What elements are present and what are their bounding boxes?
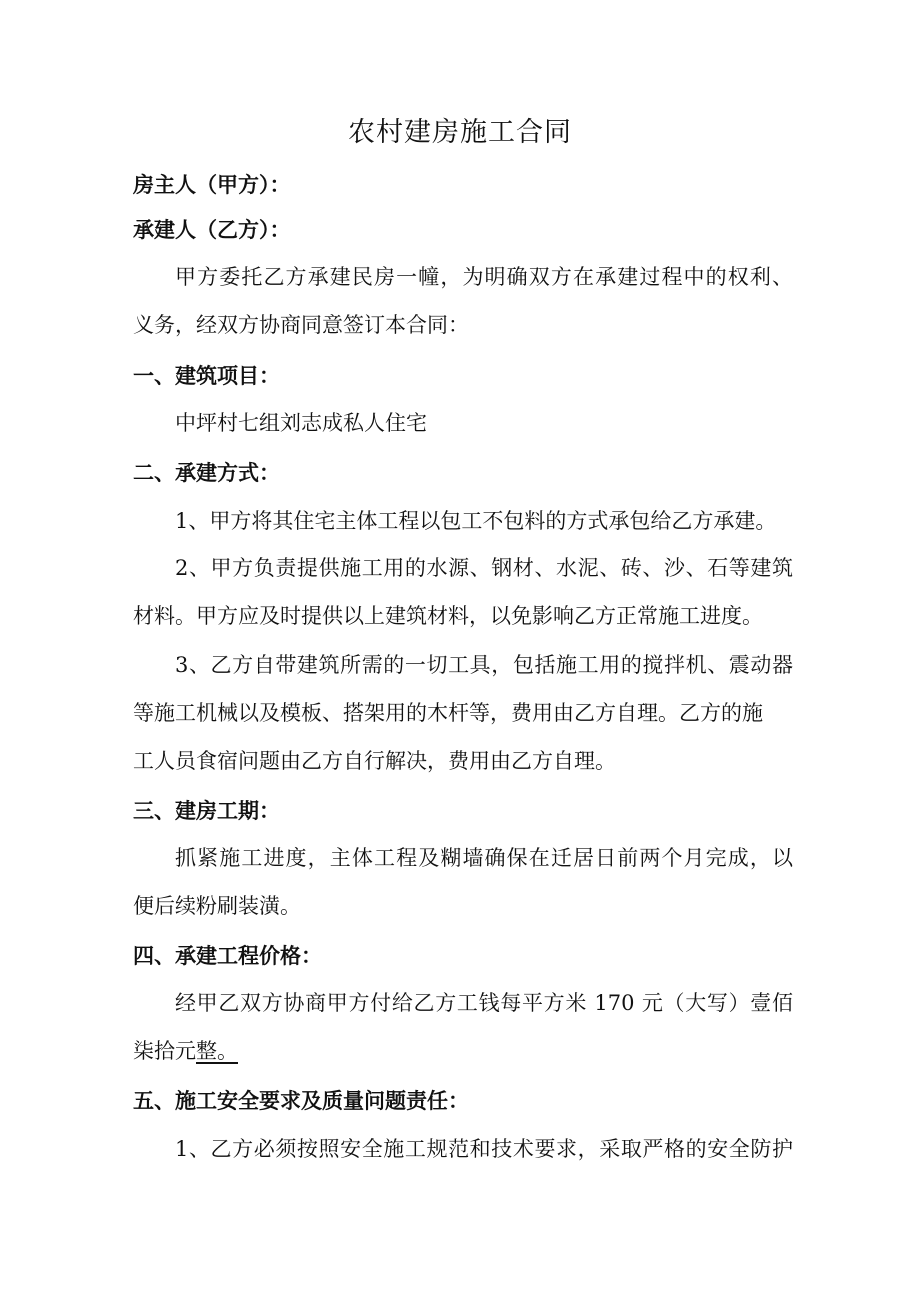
section-2-item-3-line-3: 工人员食宿问题由乙方自行解决，费用由乙方自理。 <box>133 749 616 773</box>
section-4-line-2 <box>133 1036 793 1066</box>
section-2-item-2-line-1: 2、甲方负责提供施工用的水源、钢材、水泥、砖、沙、石等建筑 <box>175 556 793 580</box>
section-4-amount-underlined: 整。 <box>196 1039 238 1063</box>
section-3-line-1: 抓紧施工进度，主体工程及糊墙确保在迁居日前两个月完成，以 <box>175 846 793 870</box>
section-5-heading: 五、施工安全要求及质量问题责任： <box>133 1089 469 1113</box>
section-2-item-3-line-2: 等施工机械以及模板、搭架用的木杆等，费用由乙方自理。乙方的施 <box>133 701 763 725</box>
section-1-body: 中坪村七组刘志成私人住宅 <box>175 411 427 435</box>
party-b-label: 承建人（乙方）： <box>133 218 291 242</box>
section-3-line-2: 便后续粉刷装潢。 <box>133 894 301 918</box>
section-3-heading: 三、建房工期： <box>133 799 280 823</box>
section-4-line-1: 经甲乙双方协商甲方付给乙方工钱每平方米 170 元（大写）壹佰 <box>175 991 793 1015</box>
section-2-item-1: 1、甲方将其住宅主体工程以包工不包料的方式承包给乙方承建。 <box>175 509 777 533</box>
section-5-item-1-line-1: 1、乙方必须按照安全施工规范和技术要求，采取严格的安全防护 <box>175 1137 793 1161</box>
section-2-item-2-line-2: 材料。甲方应及时提供以上建筑材料，以免影响乙方正常施工进度。 <box>133 604 763 628</box>
intro-line-1: 甲方委托乙方承建民房一幢，为明确双方在承建过程中的权利、 <box>175 265 793 289</box>
section-1-heading: 一、建筑项目： <box>133 364 280 388</box>
section-2-heading: 二、承建方式： <box>133 461 280 485</box>
party-a-label: 房主人（甲方）： <box>133 173 291 197</box>
section-4-amount-text: 柒拾元 <box>133 1039 196 1063</box>
document-title: 农村建房施工合同 <box>348 117 572 148</box>
section-2-item-3-line-1: 3、乙方自带建筑所需的一切工具，包括施工用的搅拌机、震动器 <box>175 653 793 677</box>
intro-line-2: 义务，经双方协商同意签订本合同： <box>133 313 469 337</box>
section-4-heading: 四、承建工程价格： <box>133 944 322 968</box>
